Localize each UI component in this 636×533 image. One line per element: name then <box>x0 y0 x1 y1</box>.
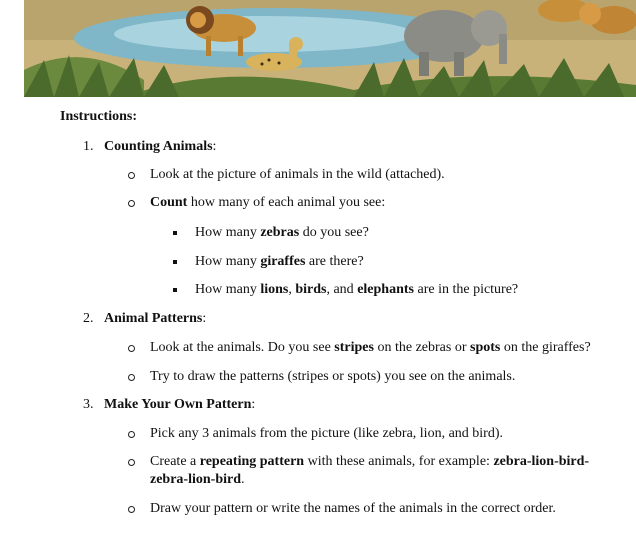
bullet-circle <box>128 374 135 381</box>
subitem-lions-birds-elephants: How many lions, birds, and elephants are in the picture? <box>195 282 519 297</box>
subitem-giraffes: How many giraffes are there? <box>195 254 364 269</box>
bullet-square <box>173 231 177 235</box>
bullet-circle <box>128 345 135 352</box>
section-3-item-2-line-1: Create a repeating pattern with these animals, for example: zebra-lion-bird- <box>150 454 590 469</box>
bullet-square <box>173 260 177 264</box>
section-1-item-1: Look at the picture of animals in the wild (attached). <box>150 167 445 182</box>
section-3-item-1: Pick any 3 animals from the picture (like zebra, lion, and bird). <box>150 426 504 441</box>
section-2-number: 2. <box>83 311 94 326</box>
instructions-heading: Instructions: <box>60 109 138 124</box>
bullet-square <box>173 288 177 292</box>
section-1-title: Counting Animals: <box>104 139 217 154</box>
bullet-circle <box>128 172 135 179</box>
bullet-circle <box>128 459 135 466</box>
section-3-item-3: Draw your pattern or write the names of the animals in the correct order. <box>150 501 556 516</box>
section-2-item-1: Look at the animals. Do you see stripes on the zebras or spots on the giraffes? <box>150 340 591 355</box>
subitem-zebras: How many zebras do you see? <box>195 225 369 240</box>
section-3-item-2-line-2: zebra-lion-bird. <box>150 472 245 487</box>
section-2-item-2: Try to draw the patterns (stripes or spots) you see on the animals. <box>150 369 516 384</box>
section-3-title: Make Your Own Pattern: <box>104 397 256 412</box>
bullet-circle <box>128 431 135 438</box>
section-2-title: Animal Patterns: <box>104 311 207 326</box>
bullet-circle <box>128 200 135 207</box>
section-3-number: 3. <box>83 397 94 412</box>
bullet-circle <box>128 506 135 513</box>
section-1-item-2: Count how many of each animal you see: <box>150 195 386 210</box>
section-1-number: 1. <box>83 139 94 154</box>
